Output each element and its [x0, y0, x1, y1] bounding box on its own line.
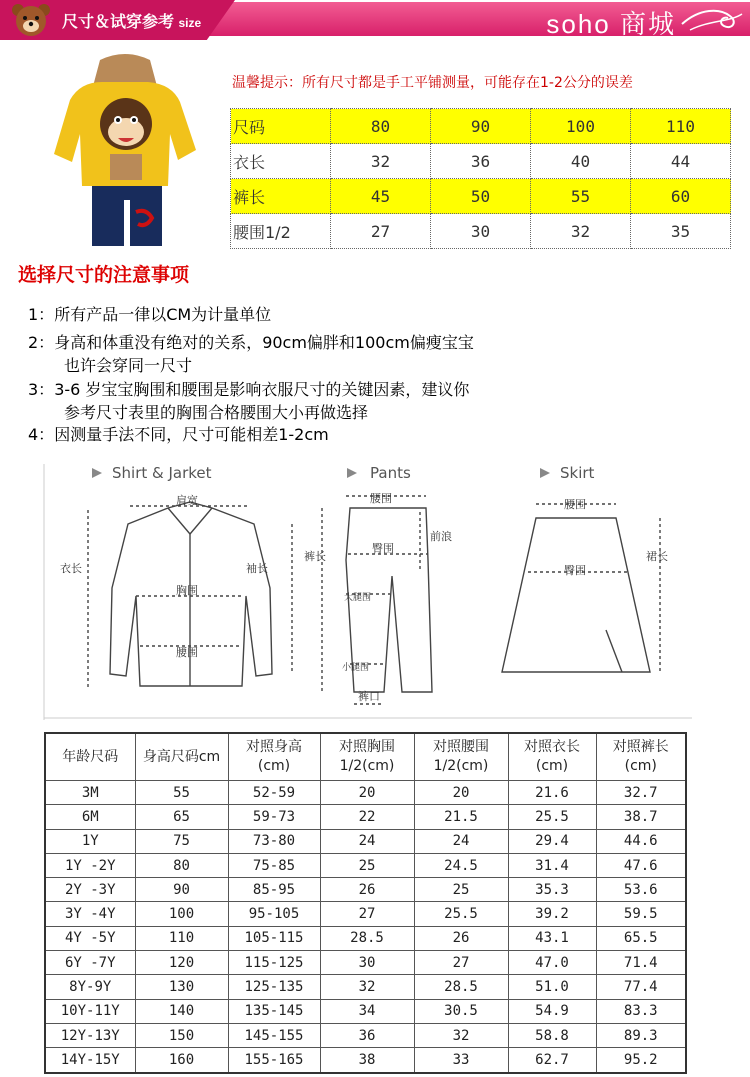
size-chart-cell: 44.6	[596, 829, 686, 853]
size-chart-cell: 85-95	[228, 878, 320, 902]
size-cell: 55	[531, 179, 631, 214]
size-chart-cell: 62.7	[508, 1048, 596, 1073]
size-chart-cell: 71.4	[596, 951, 686, 975]
size-chart-column-header	[228, 733, 320, 781]
brand-name: soho 商城	[546, 9, 676, 39]
size-chart-cell: 36	[320, 1023, 414, 1047]
size-chart-cell: 24.5	[414, 853, 508, 877]
size-chart-cell: 1Y	[45, 829, 135, 853]
note-item: 4：因测量手法不同，尺寸可能相差1-2cm	[28, 425, 329, 444]
size-chart-cell: 26	[320, 878, 414, 902]
size-chart-cell: 52-59	[228, 781, 320, 805]
size-chart-cell: 90	[135, 878, 228, 902]
size-chart-cell: 59-73	[228, 805, 320, 829]
note-item: 1：所有产品一律以CM为计量单位	[28, 305, 272, 324]
size-chart-cell: 29.4	[508, 829, 596, 853]
size-chart-cell: 3Y -4Y	[45, 902, 135, 926]
measurement-diagram	[40, 460, 692, 720]
header-banner	[0, 0, 750, 40]
size-chart-cell: 65.5	[596, 926, 686, 950]
size-table-row	[231, 214, 731, 249]
size-chart-cell: 25.5	[508, 805, 596, 829]
size-chart-cell: 80	[135, 853, 228, 877]
skirt-hip-label: 臀围	[564, 564, 586, 577]
shirt-shoulder-label: 肩宽	[176, 494, 198, 507]
size-chart-cell: 30	[320, 951, 414, 975]
size-cell: 60	[631, 179, 731, 214]
size-chart-cell: 110	[135, 926, 228, 950]
size-chart-cell: 2Y -3Y	[45, 878, 135, 902]
size-cell: 40	[531, 144, 631, 179]
size-chart-table	[44, 732, 687, 1074]
size-chart-cell: 120	[135, 951, 228, 975]
size-table-body	[231, 109, 731, 249]
size-chart-cell: 26	[414, 926, 508, 950]
size-chart-column-header	[135, 733, 228, 781]
pants-calf-label: 小腿围	[342, 663, 370, 673]
size-chart-column-header	[596, 733, 686, 781]
size-chart-cell: 140	[135, 999, 228, 1023]
header-line: 年龄尺码	[62, 748, 119, 765]
header-line: 对照身高	[246, 739, 302, 755]
note-item: 3：3-6 岁宝宝胸围和腰围是影响衣服尺寸的关键因素，建议你	[28, 380, 470, 399]
size-chart-row	[45, 878, 686, 902]
header-title: 尺寸＆试穿参考 size	[62, 14, 202, 31]
header-line: 对照腰围	[433, 739, 489, 755]
size-chart-cell: 25	[320, 853, 414, 877]
size-chart-cell: 95-105	[228, 902, 320, 926]
size-chart-cell: 20	[414, 781, 508, 805]
notes-title: 选择尺寸的注意事项	[18, 264, 190, 286]
size-chart-header	[45, 733, 686, 781]
size-chart-cell: 83.3	[596, 999, 686, 1023]
size-cell: 45	[331, 179, 431, 214]
size-cell: 100	[531, 109, 631, 144]
header-line: 身高尺码cm	[142, 748, 221, 765]
size-cell: 80	[331, 109, 431, 144]
size-chart-row	[45, 999, 686, 1023]
size-chart-cell: 32	[414, 1023, 508, 1047]
size-chart-cell: 47.0	[508, 951, 596, 975]
size-chart-column-header	[320, 733, 414, 781]
size-chart-cell: 150	[135, 1023, 228, 1047]
size-table	[230, 108, 731, 249]
size-chart-cell: 58.8	[508, 1023, 596, 1047]
size-table-row	[231, 109, 731, 144]
pants-waist-label: 腰围	[370, 492, 392, 505]
header-line: 1/2(cm)	[433, 758, 489, 774]
size-chart-body	[45, 781, 686, 1073]
size-cell: 32	[331, 144, 431, 179]
size-chart-cell: 4Y -5Y	[45, 926, 135, 950]
size-row-label: 尺码	[231, 109, 331, 144]
size-chart-row	[45, 975, 686, 999]
size-row-label: 裤长	[231, 179, 331, 214]
size-cell: 27	[331, 214, 431, 249]
size-row-label: 腰围1/2	[231, 214, 331, 249]
size-chart-column-header	[508, 733, 596, 781]
size-chart-cell: 1Y -2Y	[45, 853, 135, 877]
size-chart-cell: 39.2	[508, 902, 596, 926]
pants-thigh-label: 大腿围	[344, 593, 372, 603]
swirl-ornament-icon	[680, 4, 744, 34]
note-item-continued: 参考尺寸表里的胸围合格腰围大小再做选择	[64, 403, 369, 422]
size-chart-cell: 77.4	[596, 975, 686, 999]
size-chart-cell: 160	[135, 1048, 228, 1073]
size-chart-cell: 28.5	[320, 926, 414, 950]
size-chart-cell: 38	[320, 1048, 414, 1073]
size-cell: 44	[631, 144, 731, 179]
size-chart-cell: 125-135	[228, 975, 320, 999]
size-chart-column-header	[414, 733, 508, 781]
size-chart-row	[45, 829, 686, 853]
size-cell: 30	[431, 214, 531, 249]
size-chart-cell: 28.5	[414, 975, 508, 999]
note-item-continued: 也许会穿同一尺寸	[64, 356, 193, 375]
size-chart-cell: 53.6	[596, 878, 686, 902]
size-cell: 36	[431, 144, 531, 179]
size-chart-cell: 8Y-9Y	[45, 975, 135, 999]
size-chart-cell: 32.7	[596, 781, 686, 805]
size-chart-cell: 24	[414, 829, 508, 853]
size-chart-cell: 24	[320, 829, 414, 853]
size-chart-cell: 75	[135, 829, 228, 853]
size-chart-row	[45, 805, 686, 829]
size-chart-cell: 73-80	[228, 829, 320, 853]
size-cell: 32	[531, 214, 631, 249]
size-chart-cell: 30.5	[414, 999, 508, 1023]
size-chart-row	[45, 853, 686, 877]
size-chart-cell: 14Y-15Y	[45, 1048, 135, 1073]
pants-hip-label: 臀围	[372, 542, 394, 555]
size-chart-cell: 34	[320, 999, 414, 1023]
size-chart-cell: 51.0	[508, 975, 596, 999]
size-chart-cell: 25.5	[414, 902, 508, 926]
header-line: 对照衣长	[524, 739, 580, 755]
size-chart-cell: 12Y-13Y	[45, 1023, 135, 1047]
header-line: (cm)	[257, 758, 291, 774]
size-chart-cell: 3M	[45, 781, 135, 805]
size-cell: 50	[431, 179, 531, 214]
size-chart-cell: 43.1	[508, 926, 596, 950]
size-chart-cell: 100	[135, 902, 228, 926]
size-chart-cell: 54.9	[508, 999, 596, 1023]
skirt-waist-label: 腰围	[564, 498, 586, 511]
size-chart-row	[45, 781, 686, 805]
size-chart-cell: 21.5	[414, 805, 508, 829]
size-chart-cell: 155-165	[228, 1048, 320, 1073]
size-cell: 35	[631, 214, 731, 249]
pants-hem-label: 裤口	[358, 690, 380, 703]
size-chart-column-header	[45, 733, 135, 781]
size-chart-cell: 6Y -7Y	[45, 951, 135, 975]
size-chart-cell: 6M	[45, 805, 135, 829]
size-chart-cell: 115-125	[228, 951, 320, 975]
header-line: 对照胸围	[339, 739, 395, 755]
size-table-row	[231, 144, 731, 179]
size-chart-cell: 21.6	[508, 781, 596, 805]
size-chart-cell: 33	[414, 1048, 508, 1073]
size-chart-cell: 27	[414, 951, 508, 975]
size-chart-row	[45, 1048, 686, 1073]
size-cell: 110	[631, 109, 731, 144]
size-chart-cell: 55	[135, 781, 228, 805]
size-chart-cell: 130	[135, 975, 228, 999]
measurement-note: 温馨提示：所有尺寸都是手工平铺测量，可能存在1-2公分的误差	[232, 75, 633, 91]
size-chart-cell: 32	[320, 975, 414, 999]
size-chart-cell: 22	[320, 805, 414, 829]
header-line: 对照裤长	[612, 739, 669, 755]
size-chart-cell: 27	[320, 902, 414, 926]
size-row-label: 衣长	[231, 144, 331, 179]
shirt-waist-label: 腰围	[176, 646, 198, 659]
size-chart-cell: 10Y-11Y	[45, 999, 135, 1023]
size-chart-cell: 38.7	[596, 805, 686, 829]
shirt-sleeve-label: 袖长	[246, 562, 268, 575]
size-chart-cell: 135-145	[228, 999, 320, 1023]
note-item: 2：身高和体重没有绝对的关系，90cm偏胖和100cm偏瘦宝宝	[28, 333, 474, 352]
size-chart-cell: 95.2	[596, 1048, 686, 1073]
size-table-row	[231, 179, 731, 214]
size-chart-cell: 65	[135, 805, 228, 829]
size-chart-cell: 75-85	[228, 853, 320, 877]
skirt-length-label: 裙长	[646, 550, 668, 563]
shirt-title: Shirt & Jarket	[112, 464, 212, 482]
size-chart-cell: 20	[320, 781, 414, 805]
skirt-title: Skirt	[560, 464, 595, 482]
size-chart-cell: 25	[414, 878, 508, 902]
size-cell: 90	[431, 109, 531, 144]
pants-length-label: 裤长	[304, 550, 326, 563]
size-chart-cell: 59.5	[596, 902, 686, 926]
shirt-length-label: 衣长	[60, 562, 82, 575]
size-chart-row	[45, 902, 686, 926]
product-photo	[40, 50, 210, 250]
size-chart-cell: 35.3	[508, 878, 596, 902]
size-chart-row	[45, 951, 686, 975]
header-line: (cm)	[535, 758, 569, 774]
size-chart-row	[45, 1023, 686, 1047]
header-line: 1/2(cm)	[339, 758, 395, 774]
pants-rise-label: 前浪	[430, 530, 452, 543]
size-chart-cell: 105-115	[228, 926, 320, 950]
size-chart-cell: 89.3	[596, 1023, 686, 1047]
size-chart-cell: 145-155	[228, 1023, 320, 1047]
size-chart-cell: 31.4	[508, 853, 596, 877]
shirt-chest-label: 胸围	[176, 584, 198, 597]
bear-logo-icon	[10, 2, 52, 38]
size-chart-cell: 47.6	[596, 853, 686, 877]
pants-title: Pants	[370, 464, 411, 482]
size-chart-row	[45, 926, 686, 950]
header-line: (cm)	[624, 758, 657, 774]
